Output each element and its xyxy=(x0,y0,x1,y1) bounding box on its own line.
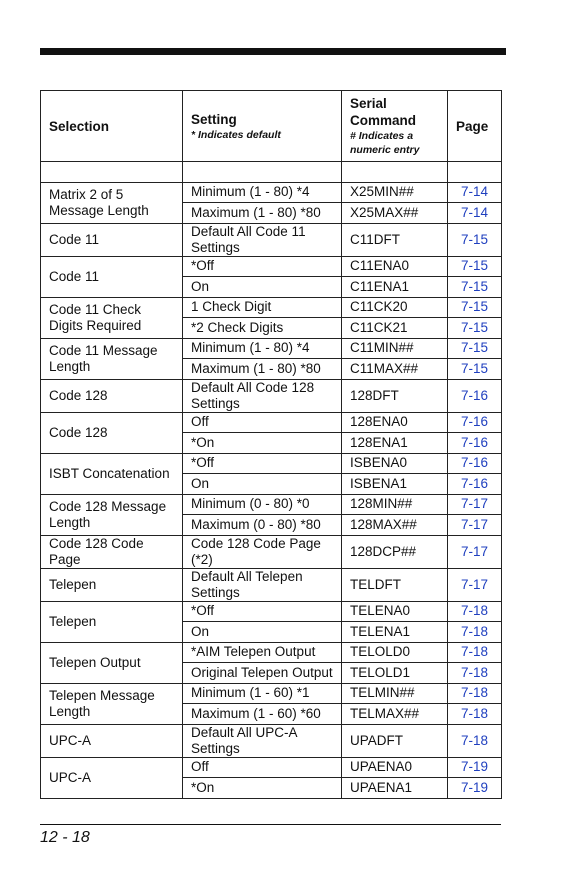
page-reference-link[interactable]: 7-14 xyxy=(448,203,502,224)
header-setting-title: Setting xyxy=(191,111,237,127)
serial-command-cell: TELDFT xyxy=(342,568,448,601)
header-serial-command xyxy=(342,91,448,162)
setting-cell: Off xyxy=(183,412,342,433)
table-header-row xyxy=(41,91,502,162)
header-page: Page xyxy=(448,91,502,162)
table-row xyxy=(41,453,502,474)
setting-cell: *On xyxy=(183,433,342,454)
page-reference-link[interactable]: 7-18 xyxy=(448,683,502,704)
table-row xyxy=(41,601,502,622)
header-serial-title-1: Serial xyxy=(350,96,387,111)
header-serial-note-1: # Indicates a xyxy=(350,130,414,142)
selection-cell: Code 11 xyxy=(41,223,183,256)
setting-cell: *2 Check Digits xyxy=(183,318,342,339)
selection-cell: Telepen xyxy=(41,568,183,601)
selection-cell: Code 128 Code Page xyxy=(41,535,183,568)
serial-command-cell: UPADFT xyxy=(342,724,448,757)
serial-command-cell: C11MAX## xyxy=(342,359,448,380)
setting-cell: Minimum (1 - 60) *1 xyxy=(183,683,342,704)
serial-command-cell: X25MAX## xyxy=(342,203,448,224)
setting-cell: On xyxy=(183,277,342,298)
page-reference-link[interactable]: 7-16 xyxy=(448,474,502,495)
table-row xyxy=(41,724,502,757)
serial-command-cell: TELENA1 xyxy=(342,622,448,643)
table-row xyxy=(41,757,502,778)
setting-cell: Default All Code 11 Settings xyxy=(183,223,342,256)
selection-cell: Telepen Message Length xyxy=(41,683,183,724)
serial-command-cell: C11CK20 xyxy=(342,297,448,318)
setting-cell: Maximum (1 - 80) *80 xyxy=(183,359,342,380)
page-reference-link[interactable]: 7-15 xyxy=(448,223,502,256)
page-reference-link[interactable]: 7-15 xyxy=(448,359,502,380)
serial-command-cell: TELMAX## xyxy=(342,704,448,725)
serial-command-cell: 128DFT xyxy=(342,379,448,412)
page-reference-link[interactable]: 7-17 xyxy=(448,568,502,601)
page-reference-link[interactable]: 7-15 xyxy=(448,256,502,277)
selection-cell: Code 128 xyxy=(41,412,183,453)
page-reference-link[interactable]: 7-16 xyxy=(448,379,502,412)
table-row xyxy=(41,297,502,318)
table-row xyxy=(41,535,502,568)
page-reference-link[interactable]: 7-17 xyxy=(448,515,502,536)
serial-command-cell: C11MIN## xyxy=(342,338,448,359)
selection-cell: UPC-A xyxy=(41,724,183,757)
selection-cell: Telepen Output xyxy=(41,642,183,683)
setting-cell: Minimum (1 - 80) *4 xyxy=(183,182,342,203)
serial-command-cell: TELOLD1 xyxy=(342,663,448,684)
table-row xyxy=(41,338,502,359)
header-serial-note-2: numeric entry xyxy=(350,144,420,156)
page-reference-link[interactable]: 7-16 xyxy=(448,433,502,454)
setting-cell: *Off xyxy=(183,256,342,277)
selection-cell: Telepen xyxy=(41,601,183,642)
serial-command-cell: TELOLD0 xyxy=(342,642,448,663)
serial-command-cell: 128ENA0 xyxy=(342,412,448,433)
setting-cell: Minimum (1 - 80) *4 xyxy=(183,338,342,359)
serial-command-cell: C11CK21 xyxy=(342,318,448,339)
selection-cell: ISBT Concatenation xyxy=(41,453,183,494)
selection-cell: UPC-A xyxy=(41,757,183,798)
serial-command-cell: C11DFT xyxy=(342,223,448,256)
serial-command-cell: TELMIN## xyxy=(342,683,448,704)
setting-cell: *On xyxy=(183,778,342,799)
serial-command-cell: 128MAX## xyxy=(342,515,448,536)
setting-cell: Off xyxy=(183,757,342,778)
table-row xyxy=(41,256,502,277)
table-row xyxy=(41,223,502,256)
setting-cell: Maximum (1 - 60) *60 xyxy=(183,704,342,725)
setting-cell: On xyxy=(183,622,342,643)
page-reference-link[interactable]: 7-16 xyxy=(448,453,502,474)
setting-cell: Code 128 Code Page (*2) xyxy=(183,535,342,568)
table-row xyxy=(41,568,502,601)
page-reference-link[interactable]: 7-19 xyxy=(448,778,502,799)
header-serial-title-2: Command xyxy=(350,113,417,128)
header-setting-note: * Indicates default xyxy=(191,128,281,141)
table-row xyxy=(41,182,502,203)
serial-command-cell: ISBENA1 xyxy=(342,474,448,495)
bottom-rule xyxy=(40,824,501,825)
setting-cell: Default All Telepen Settings xyxy=(183,568,342,601)
serial-command-cell: 128DCP## xyxy=(342,535,448,568)
setting-cell: Original Telepen Output xyxy=(183,663,342,684)
top-rule xyxy=(40,48,506,55)
setting-cell: On xyxy=(183,474,342,495)
page-reference-link[interactable]: 7-14 xyxy=(448,182,502,203)
serial-command-cell: C11ENA0 xyxy=(342,256,448,277)
symbology-settings-table xyxy=(40,90,502,799)
serial-command-cell: 128MIN## xyxy=(342,494,448,515)
setting-cell: Default All Code 128 Settings xyxy=(183,379,342,412)
setting-cell: Maximum (0 - 80) *80 xyxy=(183,515,342,536)
page-reference-link[interactable]: 7-17 xyxy=(448,494,502,515)
page-reference-link[interactable]: 7-18 xyxy=(448,704,502,725)
page-reference-link[interactable]: 7-18 xyxy=(448,642,502,663)
header-setting xyxy=(183,91,342,162)
table-row xyxy=(41,642,502,663)
selection-cell: Code 11 xyxy=(41,256,183,297)
header-gap xyxy=(41,162,502,183)
serial-command-cell: C11ENA1 xyxy=(342,277,448,298)
setting-cell: Default All UPC-A Settings xyxy=(183,724,342,757)
page-reference-link[interactable]: 7-15 xyxy=(448,318,502,339)
header-selection: Selection xyxy=(41,91,183,162)
page-reference-link[interactable]: 7-18 xyxy=(448,601,502,622)
page-reference-link[interactable]: 7-15 xyxy=(448,297,502,318)
selection-cell: Matrix 2 of 5 Message Length xyxy=(41,182,183,223)
serial-command-cell: TELENA0 xyxy=(342,601,448,622)
page-reference-link[interactable]: 7-19 xyxy=(448,757,502,778)
table-row xyxy=(41,412,502,433)
serial-command-cell: 128ENA1 xyxy=(342,433,448,454)
page-reference-link[interactable]: 7-18 xyxy=(448,724,502,757)
page-reference-link[interactable]: 7-15 xyxy=(448,338,502,359)
table-row xyxy=(41,494,502,515)
setting-cell: 1 Check Digit xyxy=(183,297,342,318)
setting-cell: *Off xyxy=(183,453,342,474)
serial-command-cell: X25MIN## xyxy=(342,182,448,203)
table-body xyxy=(41,182,502,798)
page-reference-link[interactable]: 7-18 xyxy=(448,663,502,684)
page-number: 12 - 18 xyxy=(40,829,90,846)
serial-command-cell: UPAENA1 xyxy=(342,778,448,799)
selection-cell: Code 11 Check Digits Required xyxy=(41,297,183,338)
setting-cell: Minimum (0 - 80) *0 xyxy=(183,494,342,515)
table-row xyxy=(41,379,502,412)
selection-cell: Code 11 Message Length xyxy=(41,338,183,379)
serial-command-cell: UPAENA0 xyxy=(342,757,448,778)
page-reference-link[interactable]: 7-15 xyxy=(448,277,502,298)
setting-cell: *AIM Telepen Output xyxy=(183,642,342,663)
page-reference-link[interactable]: 7-16 xyxy=(448,412,502,433)
serial-command-cell: ISBENA0 xyxy=(342,453,448,474)
page-reference-link[interactable]: 7-18 xyxy=(448,622,502,643)
page-reference-link[interactable]: 7-17 xyxy=(448,535,502,568)
setting-cell: *Off xyxy=(183,601,342,622)
selection-cell: Code 128 xyxy=(41,379,183,412)
table-row xyxy=(41,683,502,704)
selection-cell: Code 128 Message Length xyxy=(41,494,183,535)
setting-cell: Maximum (1 - 80) *80 xyxy=(183,203,342,224)
